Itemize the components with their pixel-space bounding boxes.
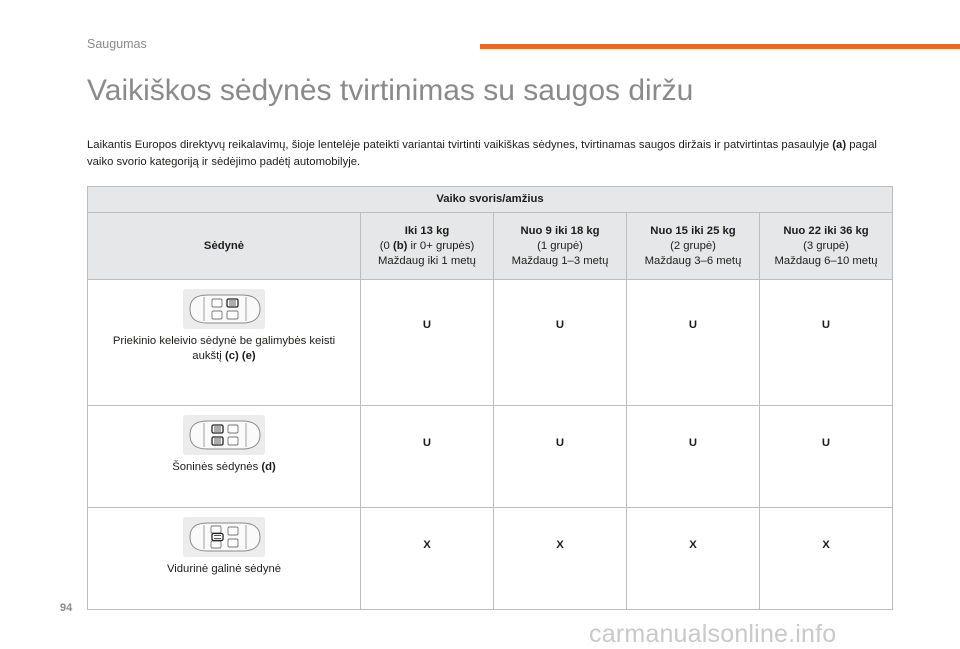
seat-label: Priekinio keleivio sėdynė be galimybės keisti aukštį (c) (e)	[112, 335, 336, 362]
intro-text-end: pagal vaiko svorio kategoriją ir sėdėjimo padėtį automobilyje.	[87, 139, 877, 168]
page-title: Vaikiškos sėdynės tvirtinimas su saugos diržu	[87, 74, 694, 107]
cell-value: U	[361, 280, 494, 406]
weight-age-header: Vaiko svoris/amžius	[88, 187, 893, 213]
car-middle-rear-seat-icon	[182, 516, 266, 558]
section-label: Saugumas	[87, 37, 147, 51]
seat-cell-side-rear	[88, 406, 361, 508]
cell-value: U	[361, 406, 494, 508]
cell-value: U	[494, 406, 627, 508]
cell-value: U	[627, 280, 760, 406]
seat-label: Šoninės sėdynės (d)	[172, 461, 276, 473]
header-accent-bar	[480, 44, 960, 49]
intro-reference: (a)	[832, 139, 847, 151]
cell-value: U	[627, 406, 760, 508]
seat-cell-middle-rear	[88, 508, 361, 610]
column-header-group2: Nuo 15 iki 25 kg (2 grupė) Maždaug 3–6 metų	[627, 213, 760, 280]
child-seat-table	[87, 186, 893, 610]
cell-value: U	[760, 406, 893, 508]
cell-value: X	[760, 508, 893, 610]
seat-column-header: Sėdynė	[88, 213, 361, 280]
seat-label: Vidurinė galinė sėdynė	[166, 563, 282, 575]
column-header-group3: Nuo 22 iki 36 kg (3 grupė) Maždaug 6–10 metų	[760, 213, 893, 280]
table-row	[88, 508, 893, 610]
table-row	[88, 406, 893, 508]
cell-value: U	[760, 280, 893, 406]
table-row	[88, 280, 893, 406]
cell-value: X	[361, 508, 494, 610]
car-front-seat-icon	[182, 288, 266, 330]
car-side-rear-seats-icon	[182, 414, 266, 456]
cell-value: X	[494, 508, 627, 610]
cell-value: U	[494, 280, 627, 406]
cell-value: X	[627, 508, 760, 610]
intro-text: Laikantis Europos direktyvų reikalavimų, šioje lentelėje pateikti variantai tvirtinti vaikiškas sėdynes, tvirtinamas saugos diržais ir patvirtintas pasaulyje	[87, 139, 833, 151]
watermark: carmanualsonline.info	[589, 620, 837, 648]
seat-cell-front	[88, 280, 361, 406]
column-header-group1: Nuo 9 iki 18 kg (1 grupė) Maždaug 1–3 metų	[494, 213, 627, 280]
page-number: 94	[60, 602, 73, 614]
column-header-group0: Iki 13 kg (0 (b) ir 0+ grupės) Maždaug iki 1 metų	[361, 213, 494, 280]
intro-paragraph	[87, 137, 892, 171]
